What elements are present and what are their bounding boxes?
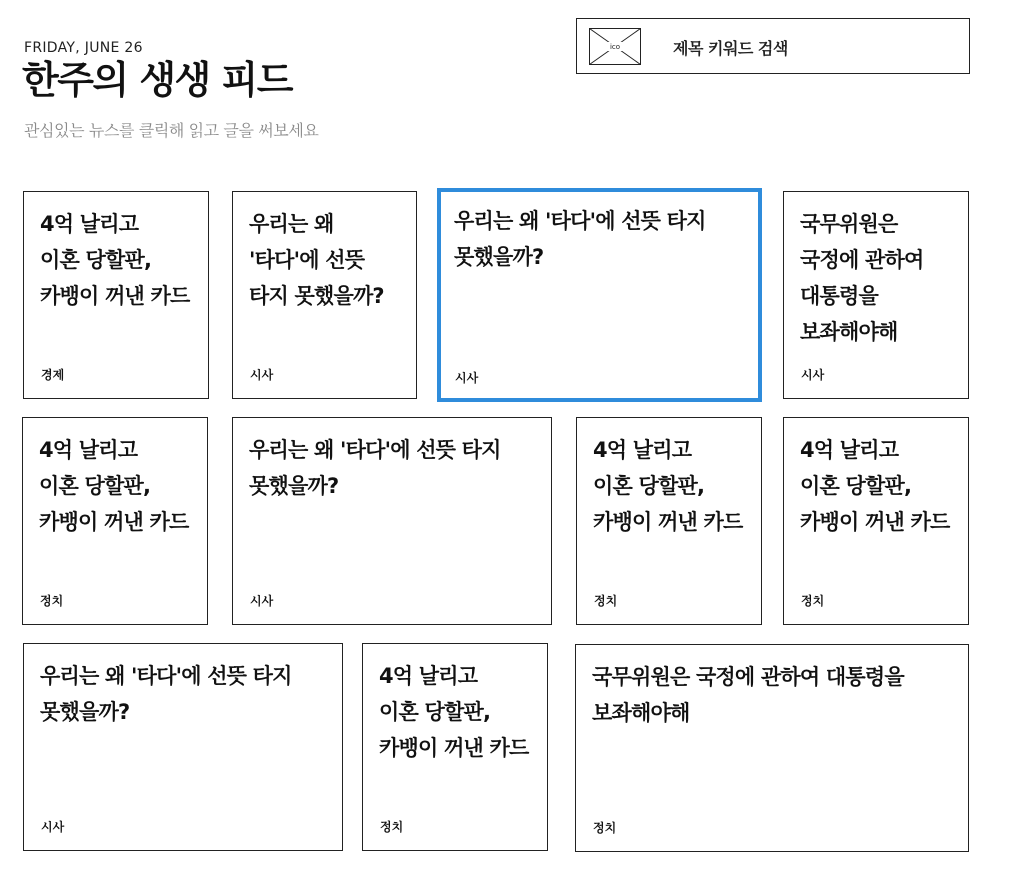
news-card[interactable] [783,417,969,625]
card-title: 4억 날리고 이혼 당할판, 카뱅이 꺼낸 카드 [800,438,950,534]
card-category: 정치 [801,594,825,608]
card-title: 4억 날리고 이혼 당할판, 카뱅이 꺼낸 카드 [593,438,743,534]
card-title: 4억 날리고 이혼 당할판, 카뱅이 꺼낸 카드 [40,212,190,308]
card-category: 시사 [250,368,274,382]
card-title: 4억 날리고 이혼 당할판, 카뱅이 꺼낸 카드 [379,664,529,760]
card-title: 우리는 왜 '타다'에 선뜻 타지 못했을까? [249,212,384,308]
card-category: 정치 [380,820,404,834]
svg-text:ico: ico [609,43,621,51]
search-placeholder: 제목 키워드 검색 [673,39,788,58]
card-category: 경제 [41,368,65,382]
news-card[interactable] [783,191,969,399]
card-title: 우리는 왜 '타다'에 선뜻 타지 못했을까? [40,664,292,724]
card-title: 국무위원은 국정에 관하여 대통령을 보좌해야해 [592,665,904,725]
news-card[interactable] [23,643,343,851]
news-card[interactable] [232,191,417,399]
page-title: 한주의 생생 피드 [22,58,292,102]
card-title: 국무위원은 국정에 관하여 대통령을 보좌해야해 [800,212,924,344]
news-card[interactable] [362,643,548,851]
card-category: 시사 [250,594,274,608]
card-category: 시사 [455,371,479,385]
news-card[interactable] [22,417,208,625]
page-subtitle: 관심있는 뉴스를 클릭해 읽고 글을 써보세요 [24,121,319,140]
card-category: 정치 [593,821,617,835]
card-category: 정치 [594,594,618,608]
card-category: 시사 [801,368,825,382]
date-label: FRIDAY, JUNE 26 [24,40,143,56]
card-title: 4억 날리고 이혼 당할판, 카뱅이 꺼낸 카드 [39,438,189,534]
card-category: 정치 [40,594,64,608]
card-title: 우리는 왜 '타다'에 선뜻 타지 못했을까? [249,438,501,498]
news-card[interactable] [23,191,209,399]
image-placeholder-icon [589,28,641,65]
card-category: 시사 [41,820,65,834]
search-input[interactable] [576,18,970,74]
card-title: 우리는 왜 '타다'에 선뜻 타지 못했을까? [454,209,706,269]
news-card[interactable] [575,644,969,852]
news-card-selected[interactable] [437,188,762,402]
news-card[interactable] [232,417,552,625]
news-card[interactable] [576,417,762,625]
